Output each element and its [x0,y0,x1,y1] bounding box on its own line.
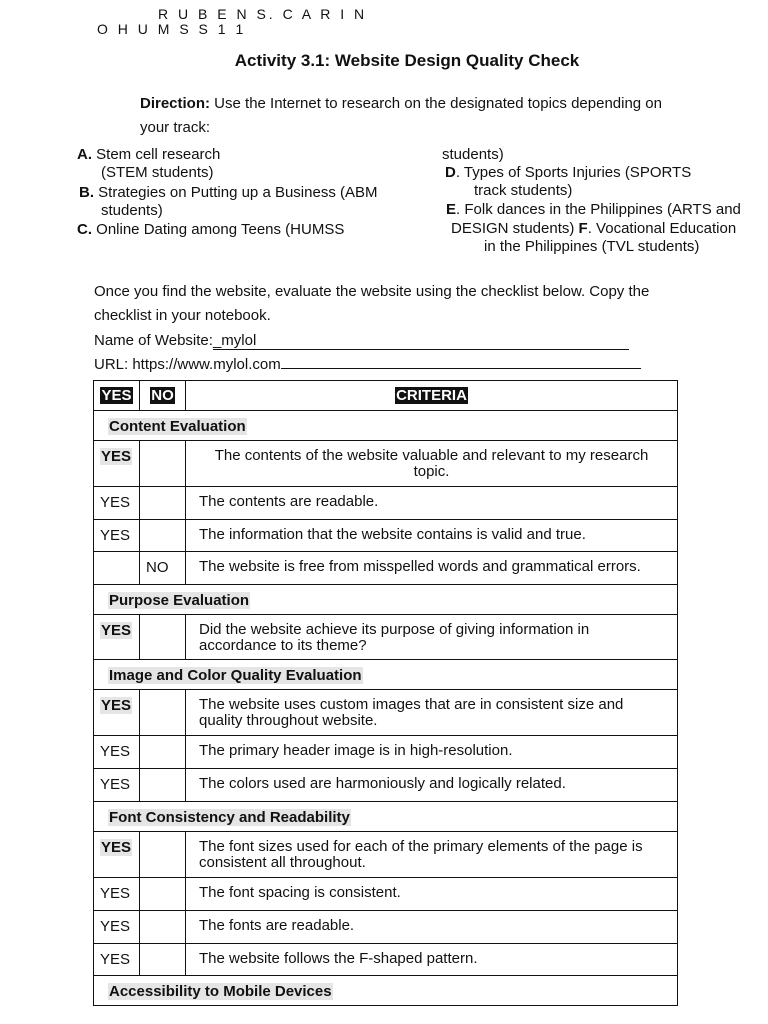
instruction-line-2: checklist in your notebook. [94,307,271,324]
yes-mark: YES [101,622,132,639]
website-name-field[interactable]: _mylol [213,333,629,350]
instruction-line-1: Once you find the website, evaluate the website using the checklist below. Copy the [94,283,650,300]
student-section: O H U M S S 1 1 [97,21,247,37]
criteria-cell: The information that the website contains is valid and true. [186,520,678,552]
no-cell[interactable] [140,520,186,552]
no-mark: NO [146,559,169,576]
yes-mark: YES [101,839,132,856]
topic-e-text: . Folk dances in the Philippines (ARTS and [456,201,741,218]
criteria-cell: The contents are readable. [186,487,678,520]
direction-line-2: your track: [140,119,211,136]
direction-label: Direction: [140,95,211,112]
table-header-row [94,381,678,411]
topic-c-cont: students) [442,146,504,163]
yes-cell[interactable] [94,441,140,487]
checklist-table [93,380,678,1006]
section-title: Font Consistency and Readability [109,809,350,826]
table-row [94,769,678,802]
table-row [94,520,678,552]
yes-cell[interactable] [94,690,140,736]
section-title-cell [94,585,678,615]
topic-f-cont: in the Philippines (TVL students) [484,238,700,255]
yes-cell[interactable] [94,769,140,802]
direction-line-1 [140,95,662,112]
criteria-cell: The website follows the F-shaped pattern. [186,944,678,976]
yes-cell[interactable] [94,487,140,520]
topic-a [77,146,220,164]
table-row [94,441,678,487]
topic-f-text: . Vocational Education [587,220,737,237]
section-row [94,585,678,615]
table-row [94,944,678,976]
no-cell[interactable] [140,441,186,487]
header-criteria-cell [186,381,678,411]
table-row [94,911,678,944]
yes-cell[interactable] [94,832,140,878]
table-row [94,690,678,736]
criteria-cell: The colors used are harmoniously and logically related. [186,769,678,802]
yes-cell[interactable] [94,911,140,944]
section-title: Content Evaluation [109,418,246,435]
yes-mark: YES [100,527,131,544]
yes-cell[interactable] [94,878,140,911]
yes-mark: YES [101,448,132,465]
section-row [94,660,678,690]
website-url-field[interactable] [281,368,641,369]
section-row [94,802,678,832]
no-cell[interactable] [140,878,186,911]
topic-b-cont: students) [101,202,163,219]
criteria-cell: Did the website achieve its purpose of giving information in accordance to its theme? [186,615,678,660]
topic-a-cont: (STEM students) [101,164,214,181]
topic-d-text: . Types of Sports Injuries (SPORTS [455,164,692,181]
no-cell[interactable] [140,615,186,660]
no-cell[interactable] [140,690,186,736]
topic-a-text: Stem cell research [92,146,221,163]
no-cell[interactable] [140,911,186,944]
header-criteria: CRITERIA [396,387,467,404]
yes-cell[interactable] [94,944,140,976]
no-cell[interactable] [140,552,186,585]
topic-e-cont: DESIGN students) [451,220,579,237]
section-row [94,411,678,441]
yes-mark: YES [101,697,132,714]
topic-e-cont-f [451,220,736,238]
criteria-cell: The contents of the website valuable and relevant to my research topic. [186,441,678,487]
topic-c-label: C. [77,221,92,238]
no-cell[interactable] [140,769,186,802]
header-yes: YES [101,387,132,404]
website-url-line [94,356,641,373]
section-row [94,976,678,1006]
header-no: NO [151,387,174,404]
no-cell[interactable] [140,832,186,878]
topic-f-label: F [578,220,588,237]
table-row [94,832,678,878]
criteria-cell: The website is free from misspelled words and grammatical errors. [186,552,678,585]
section-title: Purpose Evaluation [109,592,250,609]
topic-e-label: E [446,201,457,218]
topic-d-label: D [445,164,456,181]
yes-mark: YES [100,918,131,935]
table-row [94,736,678,769]
yes-cell[interactable] [94,736,140,769]
yes-mark: YES [100,776,131,793]
no-cell[interactable] [140,736,186,769]
criteria-cell: The font spacing is consistent. [186,878,678,911]
criteria-cell: The fonts are readable. [186,911,678,944]
website-name-line [94,332,629,350]
no-cell[interactable] [140,487,186,520]
criteria-cell: The font sizes used for each of the primary elements of the page is consistent all throughout. [186,832,678,878]
topic-c [77,221,344,239]
section-title-cell [94,976,678,1006]
topic-b-label: B. [79,184,94,201]
yes-mark: YES [100,743,131,760]
topic-c-text: Online Dating among Teens (HUMSS [92,221,345,238]
yes-cell[interactable] [94,552,140,585]
website-name-label: Name of Website: [94,332,213,349]
topic-a-label: A. [77,146,92,163]
criteria-cell: The primary header image is in high-resolution. [186,736,678,769]
yes-cell[interactable] [94,520,140,552]
yes-mark: YES [100,885,131,902]
section-title-cell [94,660,678,690]
yes-mark: YES [100,494,131,511]
header-yes-cell [94,381,140,411]
table-row [94,552,678,585]
page-title: Activity 3.1: Website Design Quality Check [234,51,580,70]
topic-b [79,184,377,202]
direction-text: Use the Internet to research on the designated topics depending on [210,95,662,112]
student-name: R U B E N S. C A R I N [158,6,368,22]
topic-d-cont: track students) [474,182,573,199]
topic-d [445,164,691,182]
table-row [94,615,678,660]
topic-e [446,201,741,219]
table-row [94,878,678,911]
section-title: Accessibility to Mobile Devices [109,983,332,1000]
website-url-label: URL: https://www.mylol.com [94,356,281,373]
section-title-cell [94,411,678,441]
topic-b-text: Strategies on Putting up a Business (ABM [94,184,378,201]
header-no-cell [140,381,186,411]
yes-mark: YES [100,951,131,968]
section-title-cell [94,802,678,832]
criteria-cell: The website uses custom images that are in consistent size and quality throughout website. [186,690,678,736]
no-cell[interactable] [140,944,186,976]
table-row [94,487,678,520]
yes-cell[interactable] [94,615,140,660]
section-title: Image and Color Quality Evaluation [109,667,362,684]
